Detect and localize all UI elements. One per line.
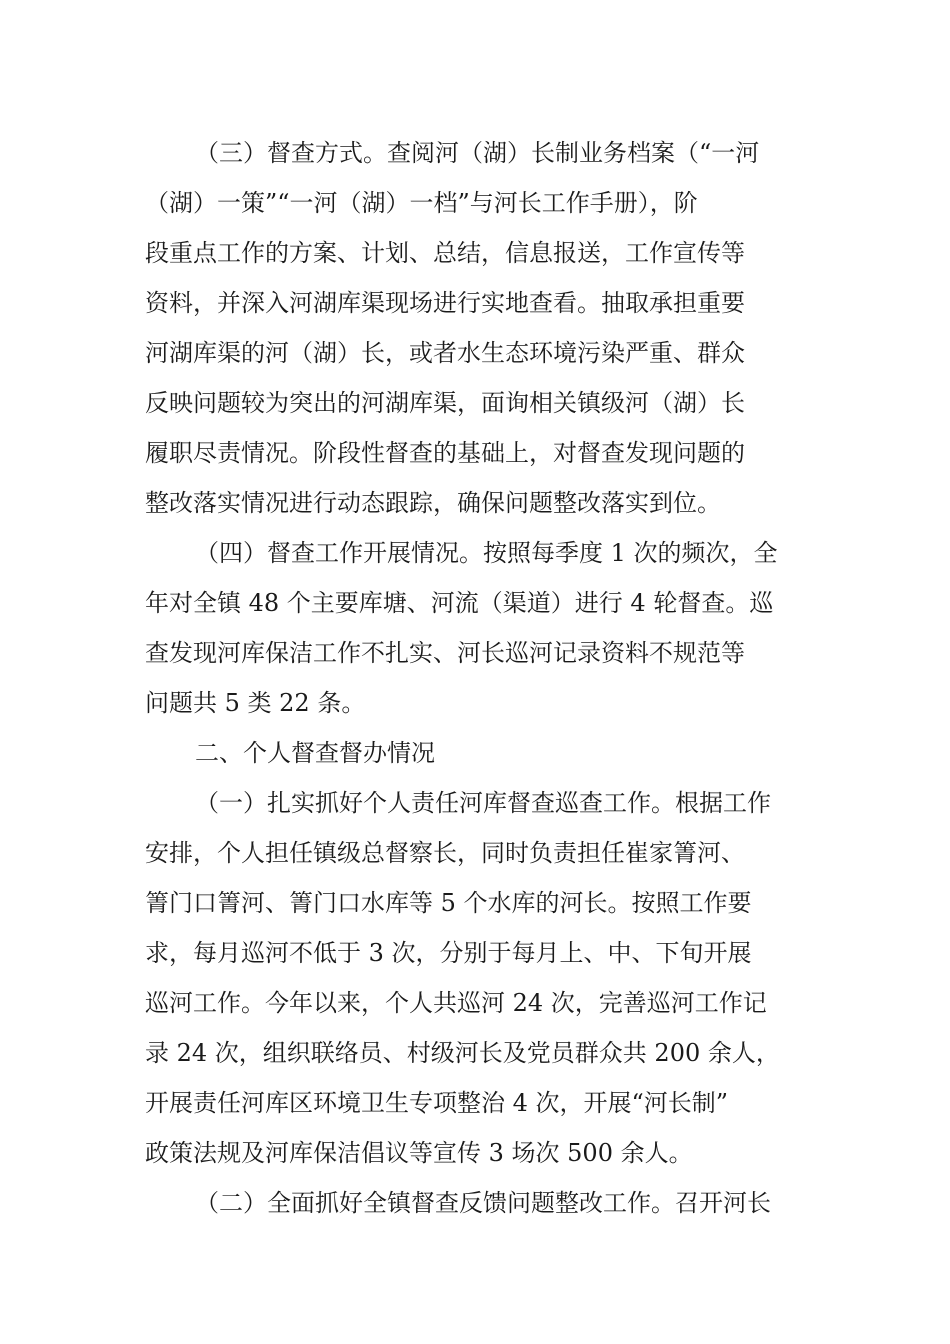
text-line: 反映问题较为突出的河湖库渠，面询相关镇级河（湖）长 — [145, 389, 745, 417]
text-line: 安排，个人担任镇级总督察长，同时负责担任崔家箐河、 — [145, 839, 745, 867]
text-line: 巡河工作。今年以来，个人共巡河 24 次，完善巡河工作记 — [145, 989, 767, 1017]
text-line: 查发现河库保洁工作不扎实、河长巡河记录资料不规范等 — [145, 639, 745, 667]
text-line: （三）督查方式。查阅河（湖）长制业务档案（“一河 — [195, 139, 760, 167]
text-line: 录 24 次，组织联络员、村级河长及党员群众共 200 余人， — [145, 1039, 780, 1067]
text-line: 求，每月巡河不低于 3 次，分别于每月上、中、下旬开展 — [145, 939, 752, 967]
text-line: （湖）一策”“一河（湖）一档”与河长工作手册），阶 — [145, 189, 698, 217]
text-line: 段重点工作的方案、计划、总结，信息报送，工作宣传等 — [145, 239, 745, 267]
text-line: 政策法规及河库保洁倡议等宣传 3 场次 500 余人。 — [145, 1139, 693, 1167]
text-line: 问题共 5 类 22 条。 — [145, 689, 366, 717]
text-line: 河湖库渠的河（湖）长，或者水生态环境污染严重、群众 — [145, 339, 745, 367]
text-line: 资料，并深入河湖库渠现场进行实地查看。抽取承担重要 — [145, 289, 745, 317]
text-line: （四）督查工作开展情况。按照每季度 1 次的频次，全 — [195, 539, 778, 567]
text-line: 年对全镇 48 个主要库塘、河流（渠道）进行 4 轮督查。巡 — [145, 589, 774, 617]
text-line: 箐门口箐河、箐门口水库等 5 个水库的河长。按照工作要 — [145, 889, 752, 917]
text-line: 二、个人督查督办情况 — [195, 739, 435, 767]
text-line: （二）全面抓好全镇督查反馈问题整改工作。召开河长 — [195, 1189, 771, 1217]
text-line: 整改落实情况进行动态跟踪，确保问题整改落实到位。 — [145, 489, 721, 517]
text-line: （一）扎实抓好个人责任河库督查巡查工作。根据工作 — [195, 789, 771, 817]
text-line: 履职尽责情况。阶段性督查的基础上，对督查发现问题的 — [145, 439, 745, 467]
text-line: 开展责任河库区环境卫生专项整治 4 次，开展“河长制” — [145, 1089, 729, 1117]
document-body — [145, 128, 825, 1228]
